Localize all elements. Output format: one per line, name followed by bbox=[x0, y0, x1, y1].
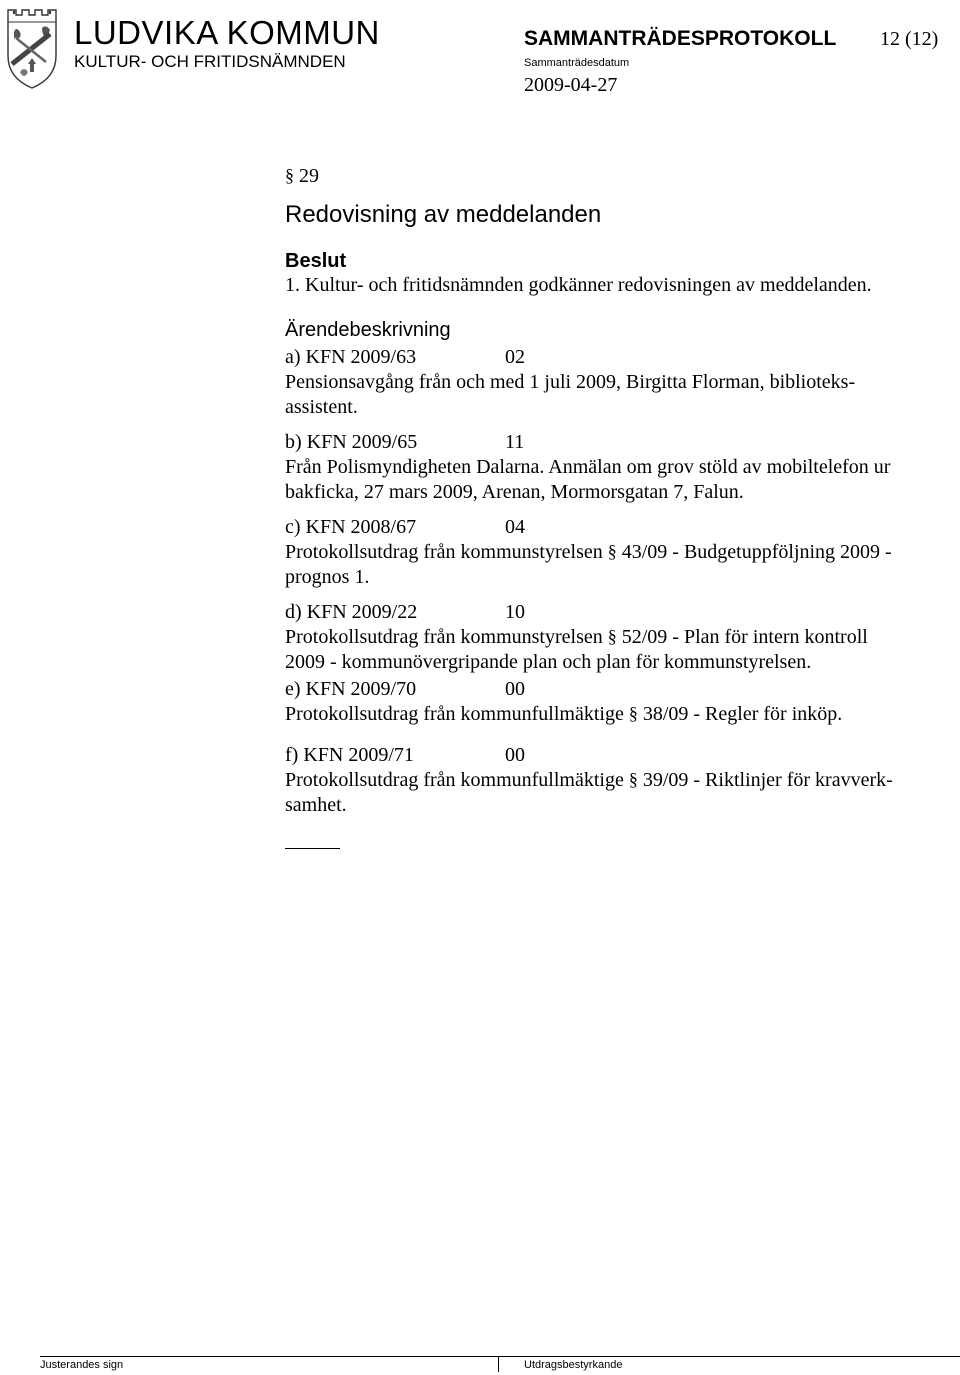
case-code: 04 bbox=[505, 516, 525, 538]
case-item-text-cont: bakficka, 27 mars 2009, Arenan, Mormorsgatan 7, Falun. bbox=[285, 481, 744, 503]
case-item-head bbox=[285, 677, 960, 702]
section-symbol: § bbox=[607, 626, 617, 646]
case-item-text-part: 43/09 - Budgetuppföljning 2009 - bbox=[621, 541, 892, 563]
case-item-head bbox=[285, 743, 960, 768]
case-description-heading: Ärendebeskrivning bbox=[285, 319, 451, 341]
case-reference: c) KFN 2008/67 bbox=[285, 516, 417, 538]
case-item-head bbox=[285, 345, 960, 370]
decision-item: 1. Kultur- och fritidsnämnden godkänner redovisningen av meddelanden. bbox=[285, 274, 872, 296]
case-item-text: Pensionsavgång från och med 1 juli 2009, Birgitta Florman, biblioteks- bbox=[285, 371, 856, 393]
end-rule bbox=[285, 848, 340, 849]
case-item-text-part: 38/09 - Regler för inköp. bbox=[642, 703, 843, 725]
footer-divider-line bbox=[40, 1356, 960, 1357]
extract-certification-label: Utdragsbestyrkande bbox=[524, 1359, 623, 1371]
case-item-text: Från Polismyndigheten Dalarna. Anmälan om grov stöld av mobiltelefon ur bbox=[285, 456, 891, 478]
case-item bbox=[285, 515, 960, 590]
section-symbol: § bbox=[607, 541, 617, 561]
section-number-value: 29 bbox=[299, 165, 319, 187]
organization-name: LUDVIKA KOMMUN bbox=[74, 14, 380, 51]
department-name: KULTUR- OCH FRITIDSNÄMNDEN bbox=[74, 52, 346, 71]
case-item-text bbox=[285, 768, 960, 793]
meeting-date-label: Sammanträdesdatum bbox=[524, 57, 630, 69]
document-title: SAMMANTRÄDESPROTOKOLL bbox=[524, 27, 837, 50]
case-item-text-part: Protokollsutdrag från kommunstyrelsen bbox=[285, 626, 603, 648]
section-symbol: § bbox=[628, 703, 638, 723]
case-item-text-cont: 2009 - kommunövergripande plan och plan för kommunstyrelsen. bbox=[285, 651, 812, 673]
case-item-text-cont: prognos 1. bbox=[285, 566, 370, 588]
case-item-text-part: Protokollsutdrag från kommunfullmäktige bbox=[285, 769, 624, 791]
footer-column-divider bbox=[498, 1356, 499, 1372]
case-item-head bbox=[285, 515, 960, 540]
case-item bbox=[285, 743, 960, 818]
case-reference: b) KFN 2009/65 bbox=[285, 431, 418, 453]
case-item-text bbox=[285, 702, 960, 727]
section-number bbox=[285, 164, 960, 189]
case-code: 00 bbox=[505, 744, 525, 766]
case-item bbox=[285, 677, 960, 727]
section-title: Redovisning av meddelanden bbox=[285, 201, 602, 228]
case-item bbox=[285, 345, 960, 420]
case-item-head bbox=[285, 600, 960, 625]
case-item-text-cont: samhet. bbox=[285, 794, 347, 816]
case-item-text-part: 52/09 - Plan för intern kontroll bbox=[621, 626, 868, 648]
section-symbol: § bbox=[285, 165, 294, 185]
case-code: 10 bbox=[505, 601, 525, 623]
case-item-head bbox=[285, 430, 960, 455]
page-count: 12 (12) bbox=[880, 28, 939, 50]
case-item-text-part: Protokollsutdrag från kommunfullmäktige bbox=[285, 703, 624, 725]
case-code: 02 bbox=[505, 346, 525, 368]
case-code: 11 bbox=[505, 431, 525, 453]
case-item bbox=[285, 430, 960, 505]
coat-of-arms-icon bbox=[2, 6, 62, 90]
case-item-text-part: 39/09 - Riktlinjer för kravverk- bbox=[642, 769, 893, 791]
case-item-text bbox=[285, 625, 960, 650]
minutes-section bbox=[285, 164, 960, 849]
case-item-text-part: Protokollsutdrag från kommunstyrelsen bbox=[285, 541, 603, 563]
case-item-text bbox=[285, 540, 960, 565]
meeting-date: 2009-04-27 bbox=[524, 74, 618, 96]
decision-heading: Beslut bbox=[285, 250, 347, 272]
case-reference: f) KFN 2009/71 bbox=[285, 744, 414, 766]
case-reference: a) KFN 2009/63 bbox=[285, 346, 417, 368]
case-code: 00 bbox=[505, 678, 525, 700]
case-reference: e) KFN 2009/70 bbox=[285, 678, 417, 700]
case-item-text-cont: assistent. bbox=[285, 396, 358, 418]
case-item bbox=[285, 600, 960, 675]
adjuster-signature-label: Justerandes sign bbox=[40, 1359, 124, 1371]
section-symbol: § bbox=[628, 769, 638, 789]
case-reference: d) KFN 2009/22 bbox=[285, 601, 418, 623]
